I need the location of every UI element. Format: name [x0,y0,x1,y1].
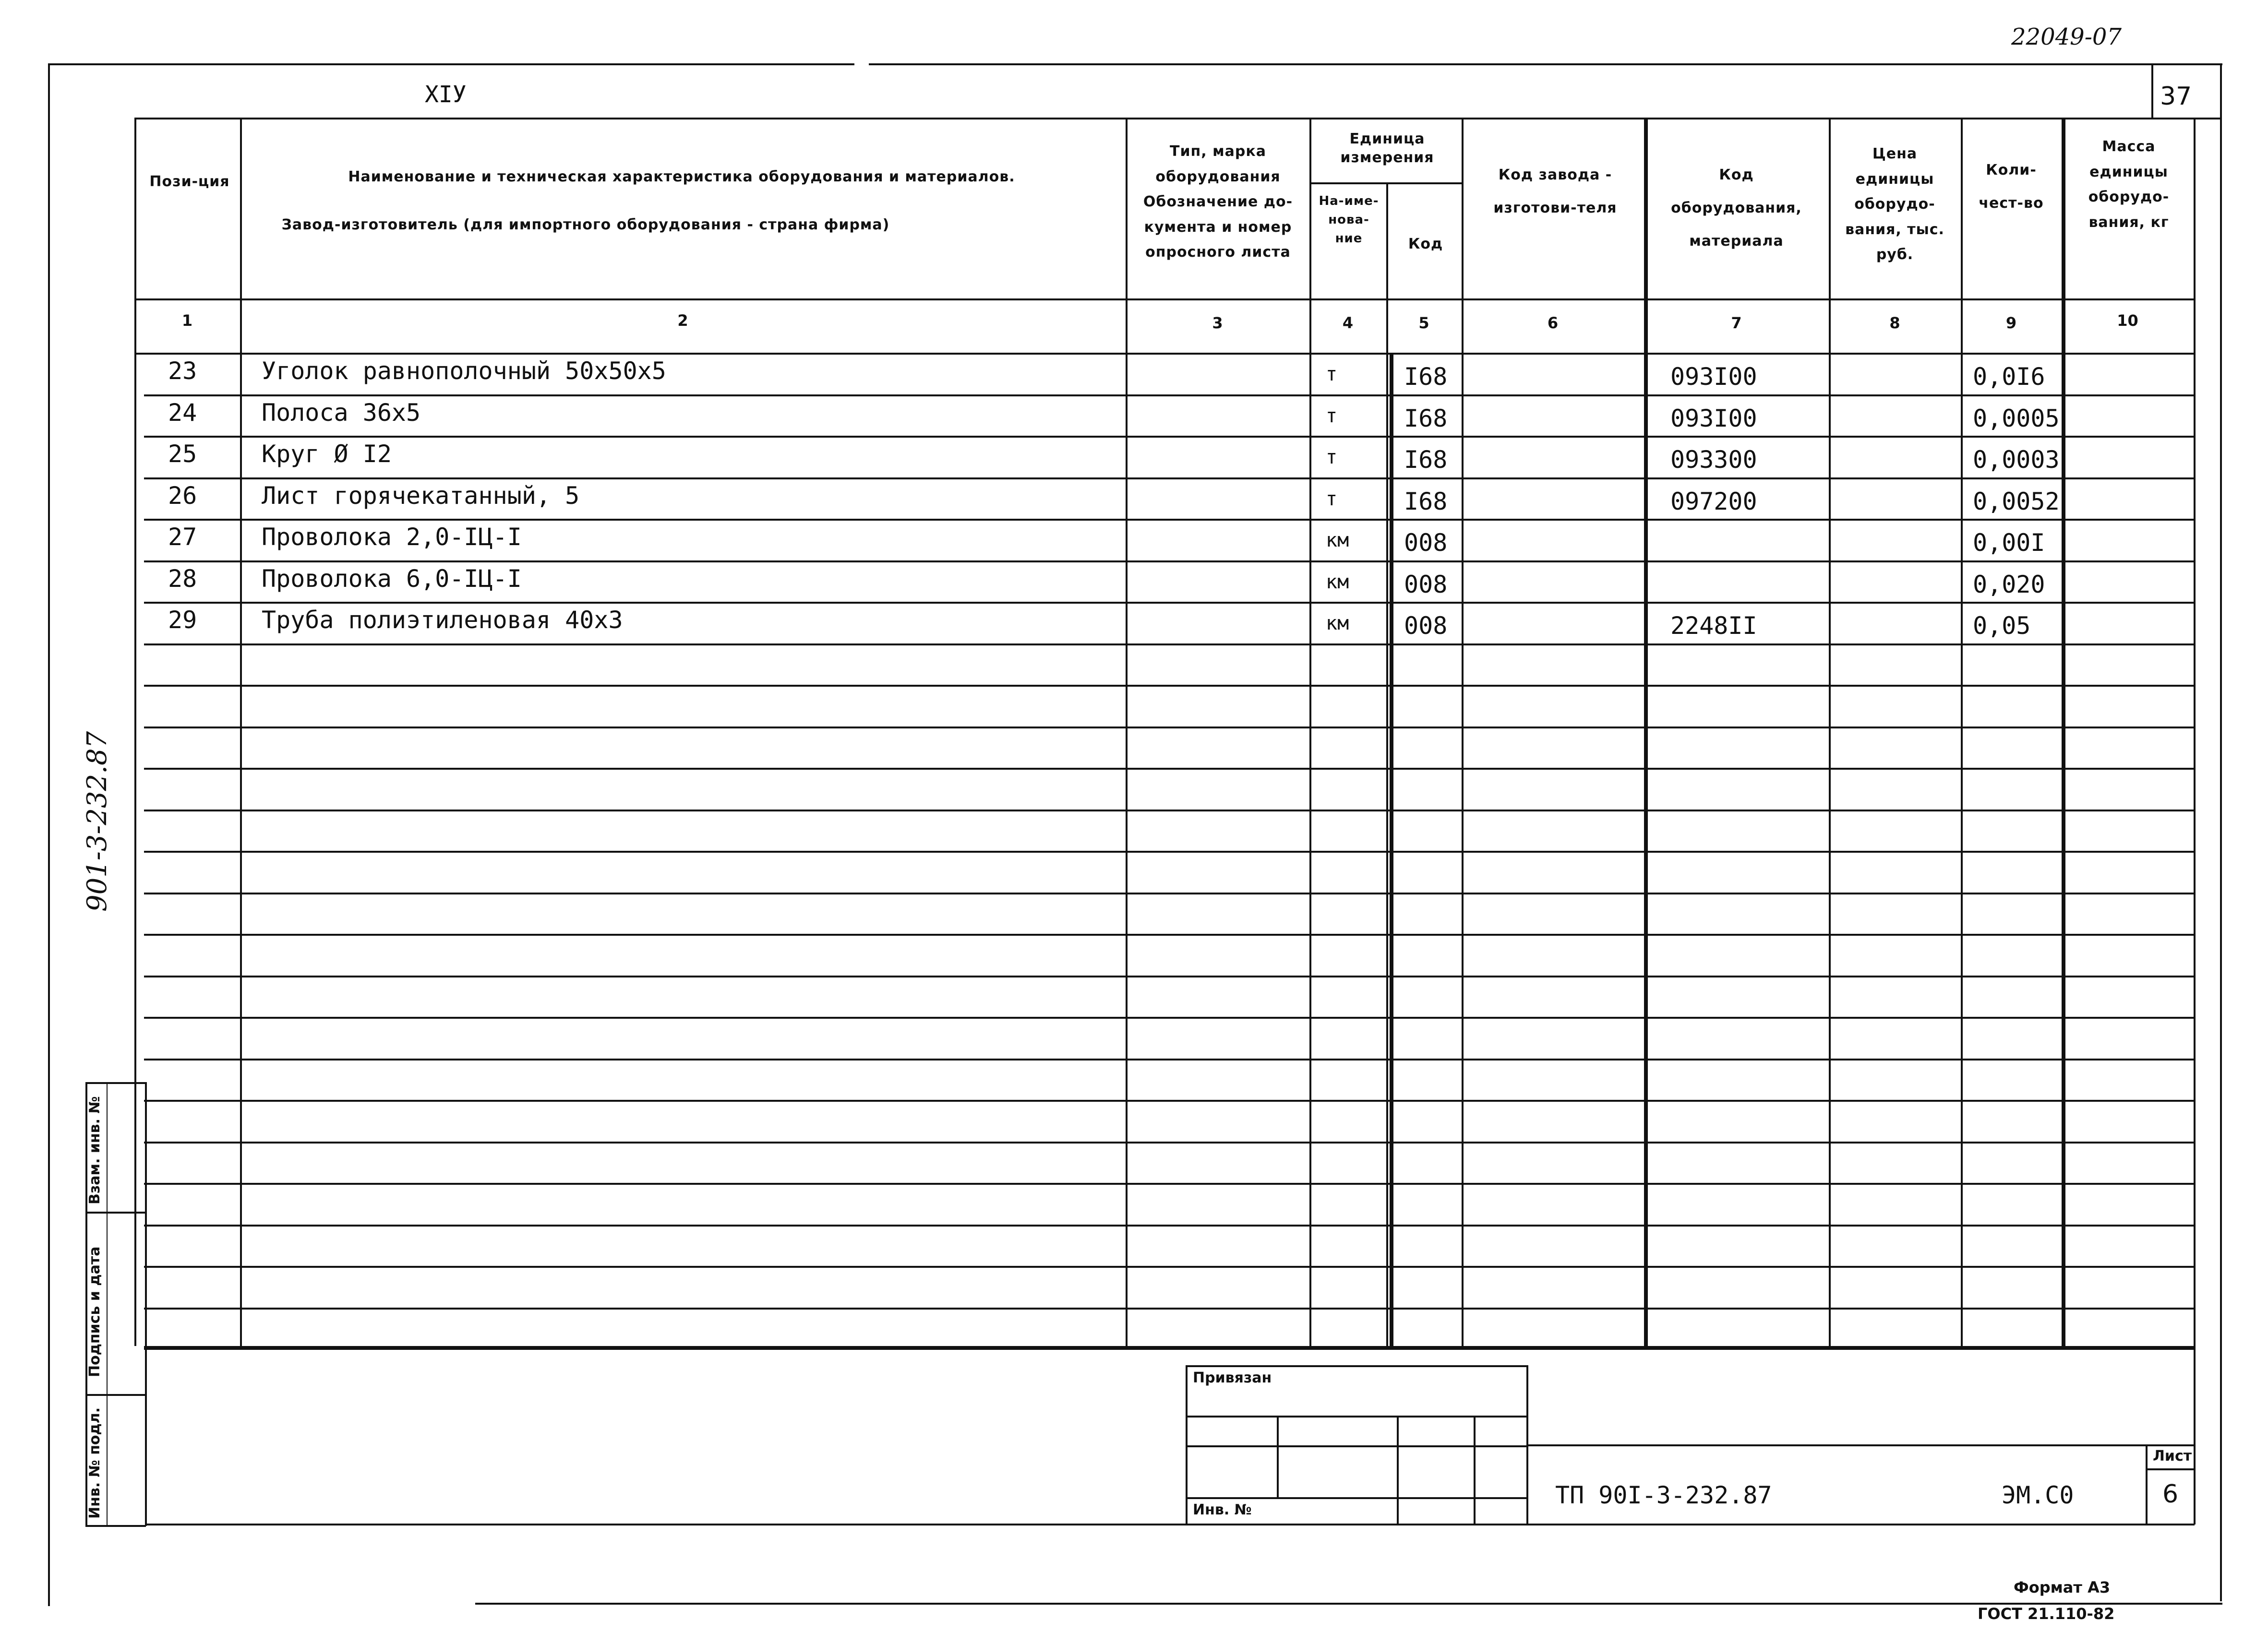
cell-unit: км [1326,612,1349,634]
privyazan-line3 [1186,1497,1527,1499]
row-line [144,976,2194,977]
col-line-3 [1309,118,1311,1346]
col-line-6 [1644,118,1648,1346]
row-line [144,394,2194,396]
stamp-vzam: Взам. инв. № [86,1096,103,1204]
cell-material-code: 093300 [1670,446,1757,474]
cell-material-code: 2248II [1670,612,1757,640]
page-box-left [2151,63,2153,119]
row-line [144,1017,2194,1019]
row-line [144,1266,2194,1268]
colnum-9: 9 [2005,314,2017,332]
privyazan-left [1186,1365,1188,1525]
cell-name: Труба полиэтиленовая 40х3 [262,606,623,634]
cell-material-code: 097200 [1670,488,1757,515]
frame-top-right [869,63,2222,65]
format-label: Формат А3 [2014,1578,2111,1596]
col-line-1 [240,118,242,1346]
frame-left [48,63,50,1606]
cell-unit: км [1326,571,1349,593]
cell-unit: т [1326,363,1338,385]
header-name-line1: Наименование и техническая характеристика оборудования и материалов. [348,168,1015,185]
privyazan-col3 [1474,1416,1476,1525]
col-line-10 [2194,118,2196,1346]
header-name-line2: Завод-изготовитель (для импортного оборудования - страна фирма) [281,216,890,233]
cell-quantity: 0,05 [1973,612,2031,640]
row-line [144,1100,2194,1102]
colnum-5: 5 [1418,314,1429,332]
row-line [144,851,2194,853]
sheet-box-sep [2146,1468,2195,1470]
row-line [144,810,2194,811]
cell-unit: км [1326,529,1349,551]
titleblock-bottom [145,1524,2195,1525]
cell-position: 29 [168,606,197,634]
cell-name: Проволока 2,0-IЦ-I [262,523,522,551]
cell-quantity: 0,0052 [1973,488,2060,515]
cell-unit-code: 008 [1404,612,1448,640]
titleblock-right [2194,1346,2196,1525]
col-line-5 [1462,118,1464,1346]
colnum-4: 4 [1342,314,1354,332]
side-document-code: 901-3-232.87 [82,731,113,912]
colnum-10: 10 [2117,311,2138,330]
cell-material-code: 093I00 [1670,363,1757,391]
row-line [144,519,2194,521]
page-number: 37 [2160,82,2192,111]
cell-material-code: 093I00 [1670,405,1757,432]
col-line-4b [1390,353,1393,1346]
stamp-sep2 [85,1394,146,1396]
stamp-inv-podl: Инв. № подл. [86,1407,103,1519]
header-plant-code: Код завода - изготови-теля [1493,167,1617,216]
sheet-label: Лист [2153,1448,2192,1465]
cell-name: Круг Ø I2 [262,440,392,468]
frame-bottom [475,1603,2222,1605]
inv-no-label: Инв. № [1193,1501,1252,1518]
cell-quantity: 0,0003 [1973,446,2060,474]
row-line [144,436,2194,438]
row-line [144,768,2194,770]
code-block-top [1526,1444,2195,1446]
col-line-8 [1961,118,1963,1346]
cell-unit-code: I68 [1404,405,1448,432]
header-material-code: Код оборудования, материала [1671,167,1802,250]
colnum-bottom [134,353,2194,355]
row-line [144,643,2194,645]
row-line [144,1308,2194,1310]
privyazan-label: Привязан [1193,1370,1272,1386]
row-line [144,893,2194,894]
stamp-inner [107,1082,108,1526]
row-line [144,477,2194,479]
row-line [144,1183,2194,1185]
cell-quantity: 0,0005 [1973,405,2060,432]
gost-label: ГОСТ 21.110-82 [1978,1605,2115,1623]
header-unit-code: Код [1408,236,1443,252]
stamp-right [145,1082,147,1526]
cell-unit-code: I68 [1404,363,1448,391]
cell-quantity: 0,0I6 [1973,363,2045,391]
row-line [144,934,2194,936]
cell-name: Полоса 36х5 [262,399,421,427]
header-quantity: Коли-чест-во [1979,162,2044,212]
header-position: Пози-ция [149,173,230,190]
row-line [144,1059,2194,1060]
cell-name: Уголок равнополочный 50х50х5 [262,357,666,385]
cell-position: 24 [168,399,197,427]
frame-top-left [48,63,854,65]
header-unit: Единица измерения [1340,131,1434,166]
row-line [144,1225,2194,1227]
colnum-3: 3 [1212,314,1223,332]
privyazan-top [1186,1365,1527,1367]
cell-position: 27 [168,523,197,551]
col-line-4 [1386,182,1388,1346]
cell-quantity: 0,020 [1973,571,2045,598]
colnum-6: 6 [1547,314,1559,332]
cell-unit: т [1326,405,1338,427]
col-line-7 [1829,118,1831,1346]
cell-unit: т [1326,446,1338,468]
stamp-top [85,1082,146,1084]
header-mass: Масса единицы оборудо-вания, кг [2088,138,2170,231]
row-line [144,1142,2194,1144]
cell-unit-code: I68 [1404,446,1448,474]
col-line-0 [134,118,136,1346]
colnum-8: 8 [1889,314,1900,332]
header-bottom [134,298,2194,300]
frame-right [2220,63,2222,1601]
header-type: Тип, марка оборудования Обозначение до-кумента и номер опросного листа [1143,143,1293,261]
privyazan-line2 [1186,1445,1527,1447]
row-line [144,727,2194,728]
cell-unit-code: I68 [1404,488,1448,515]
colnum-7: 7 [1731,314,1742,332]
row-line [144,560,2194,562]
cell-unit: т [1326,488,1338,510]
cell-unit-code: 008 [1404,571,1448,598]
stamp-sep1 [85,1212,146,1214]
document-mark: ЭМ.С0 [2002,1481,2074,1509]
stamp-bottom [85,1525,146,1527]
row-line [144,602,2194,604]
table-top [134,118,2194,119]
cell-unit-code: 008 [1404,529,1448,557]
unit-subheader-line [1309,182,1463,184]
colnum-1: 1 [181,311,193,330]
header-price: Цена единицы оборудо-вания, тыс. руб. [1845,145,1944,263]
cell-position: 25 [168,440,197,468]
cell-name: Проволока 6,0-IЦ-I [262,565,522,593]
cell-quantity: 0,00I [1973,529,2045,557]
cell-position: 26 [168,482,197,510]
cell-name: Лист горячекатанный, 5 [262,482,580,510]
colnum-2: 2 [677,311,688,330]
stamp-podpis: Подпись и дата [86,1246,103,1377]
col-line-2 [1126,118,1128,1346]
privyazan-col2 [1397,1416,1399,1525]
table-bottom [144,1346,2194,1350]
privyazan-line1 [1186,1416,1527,1418]
col-line-9 [2062,118,2065,1346]
cell-position: 28 [168,565,197,593]
sheet-box-left [2146,1444,2148,1525]
header-unit-name: На-име-нова-ние [1319,194,1379,246]
privyazan-col1 [1277,1416,1279,1497]
section-label: XIУ [425,81,467,108]
cell-position: 23 [168,357,197,385]
sheet-number: 6 [2162,1480,2179,1509]
row-line [144,685,2194,687]
top-right-stamp: 22049-07 [2011,24,2122,50]
document-code: ТП 90I-3-232.87 [1555,1481,1772,1509]
